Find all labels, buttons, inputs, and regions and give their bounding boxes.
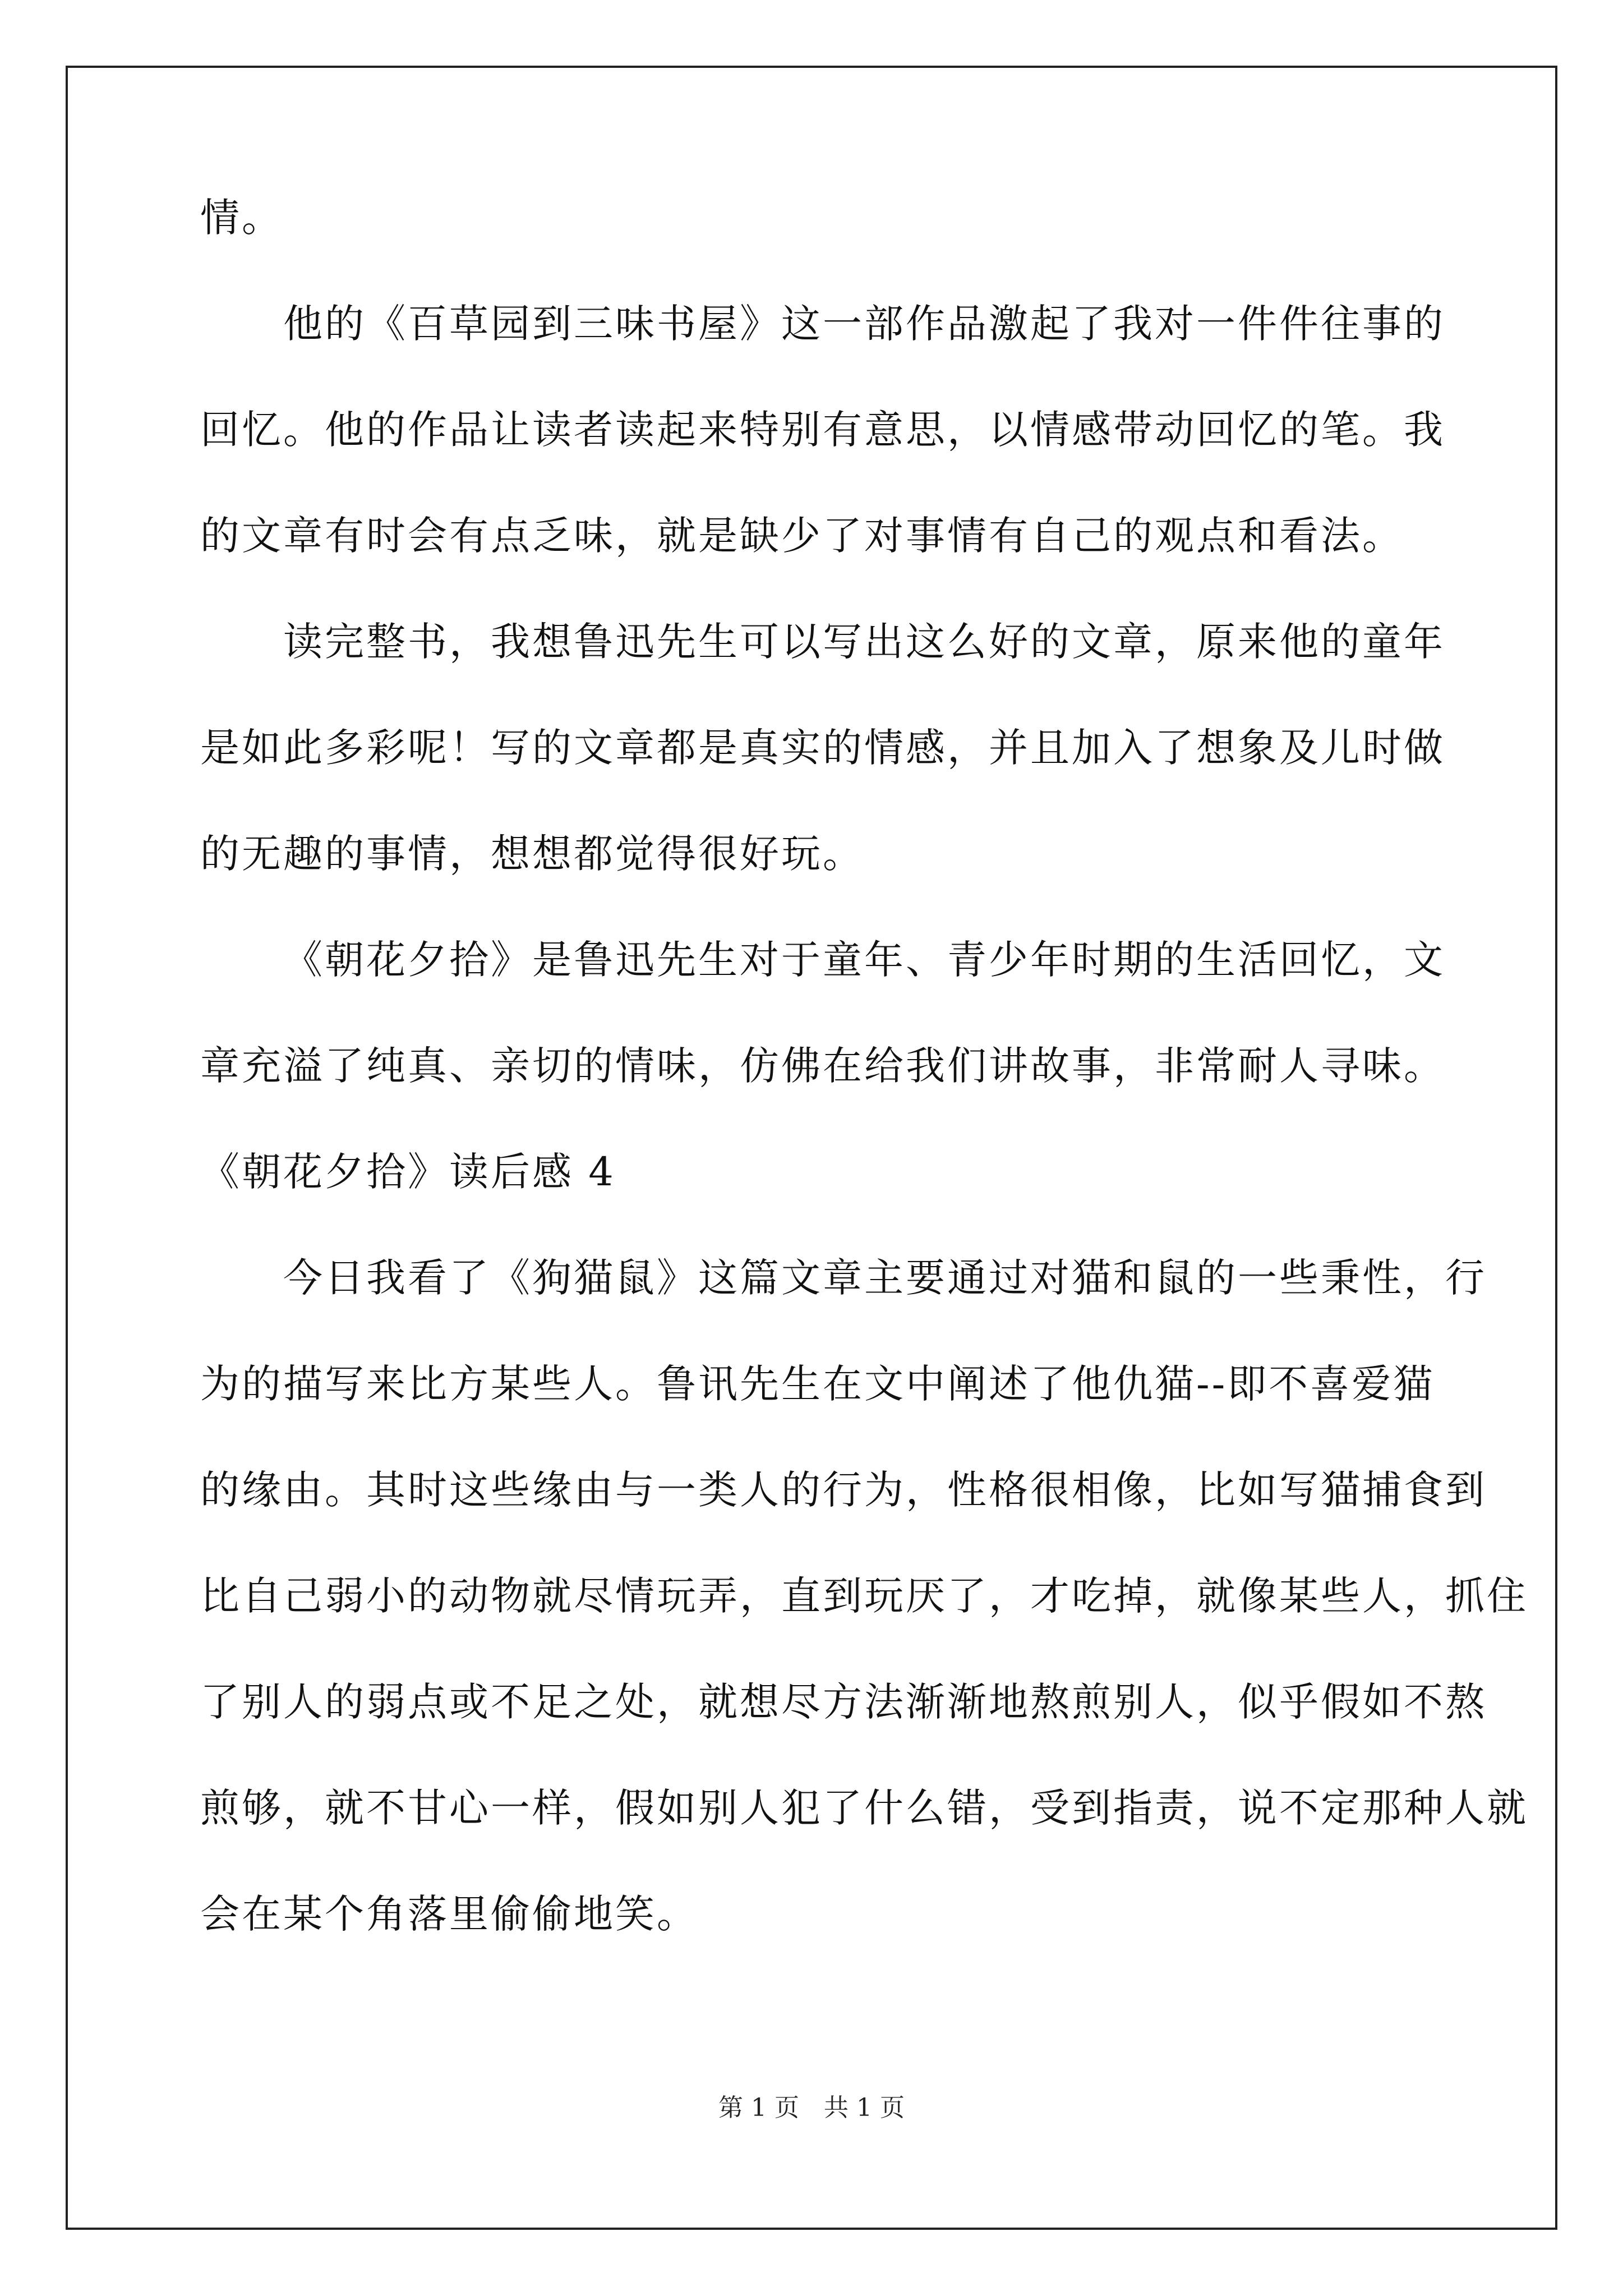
text-line: 为的描写来比方某些人。鲁讯先生在文中阐述了他仇猫--即不喜爱猫: [200, 1361, 1435, 1407]
text-line: 情。: [200, 195, 283, 241]
paragraph-start-line: 他的《百草园到三味书屋》这一部作品激起了我对一件件往事的: [283, 301, 1445, 347]
text-line: 的无趣的事情，想想都觉得很好玩。: [200, 831, 864, 877]
paragraph-start-line: 今日我看了《狗猫鼠》这篇文章主要通过对猫和鼠的一些秉性，行: [283, 1255, 1487, 1301]
page-footer: 第 1 页 共 1 页: [718, 2093, 905, 2122]
text-line: 的缘由。其时这些缘由与一类人的行为，性格很相像，比如写猫捕食到: [200, 1467, 1487, 1513]
text-line: 章充溢了纯真、亲切的情味，仿佛在给我们讲故事，非常耐人寻味。: [200, 1043, 1445, 1089]
text-line: 是如此多彩呢！写的文章都是真实的情感，并且加入了想象及儿时做: [200, 725, 1445, 771]
text-line: 煎够，就不甘心一样，假如别人犯了什么错，受到指责，说不定那种人就: [200, 1785, 1528, 1831]
text-line: 了别人的弱点或不足之处，就想尽方法渐渐地熬煎别人，似乎假如不熬: [200, 1679, 1487, 1725]
text-line: 比自己弱小的动物就尽情玩弄，直到玩厌了，才吃掉，就像某些人，抓住: [200, 1573, 1528, 1619]
paragraph-start-line: 读完整书，我想鲁迅先生可以写出这么好的文章，原来他的童年: [283, 619, 1445, 665]
text-line: 回忆。他的作品让读者读起来特别有意思，以情感带动回忆的笔。我: [200, 407, 1445, 453]
text-line: 会在某个角落里偷偷地笑。: [200, 1891, 698, 1937]
section-heading: 《朝花夕拾》读后感 4: [200, 1149, 616, 1195]
text-line: 的文章有时会有点乏味，就是缺少了对事情有自己的观点和看法。: [200, 513, 1404, 559]
paragraph-start-line: 《朝花夕拾》是鲁迅先生对于童年、青少年时期的生活回忆，文: [283, 937, 1445, 983]
